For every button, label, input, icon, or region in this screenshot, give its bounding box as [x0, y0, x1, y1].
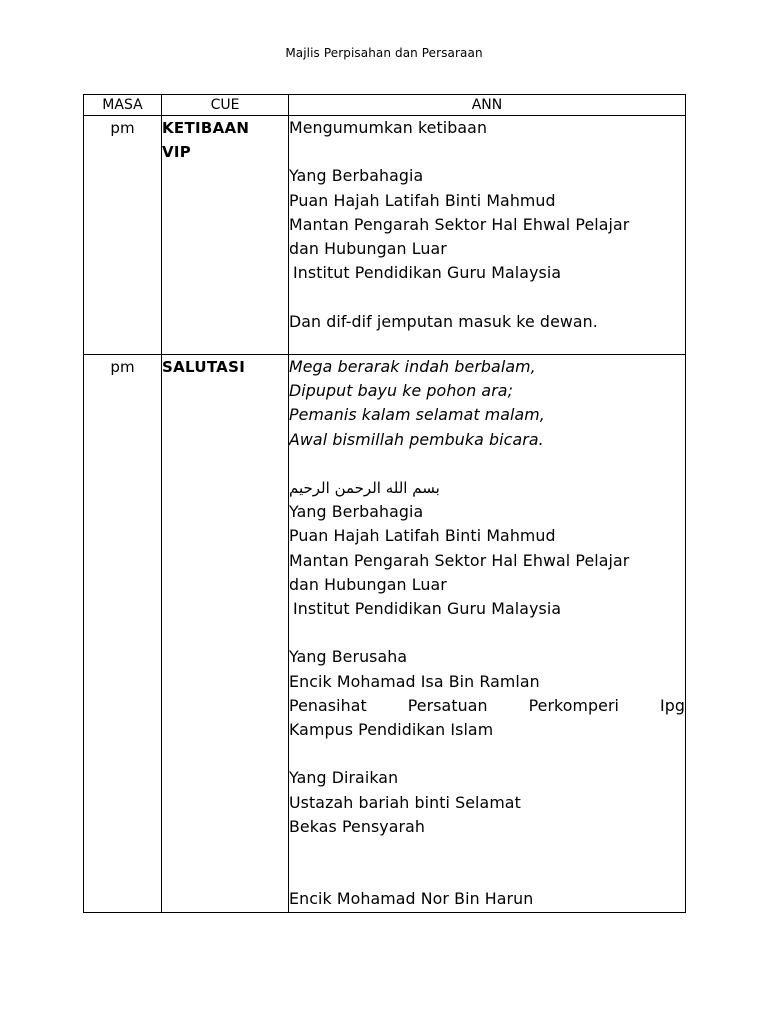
cue-text: SALUTASI	[162, 358, 246, 376]
cue-cell	[162, 355, 289, 913]
ann-word: Perkomperi	[528, 695, 620, 715]
ann-line: Mengumumkan ketibaan	[289, 118, 488, 137]
ann-line: Yang Diraikan	[289, 768, 399, 788]
table-row	[84, 116, 686, 355]
ann-line: Dan dif-dif jemputan masuk ke dewan.	[289, 311, 598, 331]
ann-line: dan Hubungan Luar	[289, 574, 447, 594]
ann-word: Penasihat	[289, 695, 367, 715]
ann-line: Kampus Pendidikan Islam	[289, 720, 494, 740]
cue-text: VIP	[162, 143, 192, 162]
ann-line: Puan Hajah Latifah Binti Mahmud	[289, 526, 556, 546]
ann-line: Ustazah bariah binti Selamat	[289, 792, 521, 812]
table-row	[84, 355, 686, 913]
column-header-ann: ANN	[289, 95, 686, 116]
ann-line-justified	[289, 694, 685, 718]
cue-text: KETIBAAN	[162, 119, 250, 137]
ann-line: dan Hubungan Luar	[289, 239, 447, 258]
masa-cell: pm	[84, 116, 162, 355]
page-header-title: Majlis Perpisahan dan Persaraan	[285, 46, 483, 60]
ann-line: Encik Mohamad Isa Bin Ramlan	[289, 671, 540, 691]
ann-line: Institut Pendidikan Guru Malaysia	[293, 599, 562, 619]
ann-cell	[289, 116, 686, 355]
pantun-line: Pemanis kalam selamat malam,	[289, 405, 545, 425]
column-header-masa: MASA	[84, 95, 162, 116]
ann-line: Encik Mohamad Nor Bin Harun	[289, 889, 534, 909]
ann-line: Institut Pendidikan Guru Malaysia	[293, 263, 562, 283]
ann-line: Puan Hajah Latifah Binti Mahmud	[289, 190, 556, 210]
ann-line: Bekas Pensyarah	[289, 816, 425, 836]
ann-line: Yang Berbahagia	[289, 502, 424, 522]
cue-cell	[162, 116, 289, 355]
ann-cell	[289, 355, 686, 913]
ann-line: Mantan Pengarah Sektor Hal Ehwal Pelajar	[289, 550, 630, 570]
ann-word: Ipg	[659, 695, 685, 715]
column-header-cue: CUE	[162, 95, 289, 116]
ann-word: Persatuan	[407, 695, 488, 715]
pantun-line: Mega berarak indah berbalam,	[289, 357, 536, 376]
pantun-line: Dipuput bayu ke pohon ara;	[289, 381, 514, 401]
ann-line: Yang Berbahagia	[289, 166, 424, 186]
basmalah-text: بسم الله الرحمن الرحيم	[289, 479, 440, 497]
table-header-row	[84, 95, 686, 116]
event-script-table	[83, 94, 686, 913]
ann-line: Yang Berusaha	[289, 647, 408, 667]
masa-cell: pm	[84, 355, 162, 913]
pantun-line: Awal bismillah pembuka bicara.	[289, 429, 544, 449]
ann-line: Mantan Pengarah Sektor Hal Ehwal Pelajar	[289, 214, 630, 234]
